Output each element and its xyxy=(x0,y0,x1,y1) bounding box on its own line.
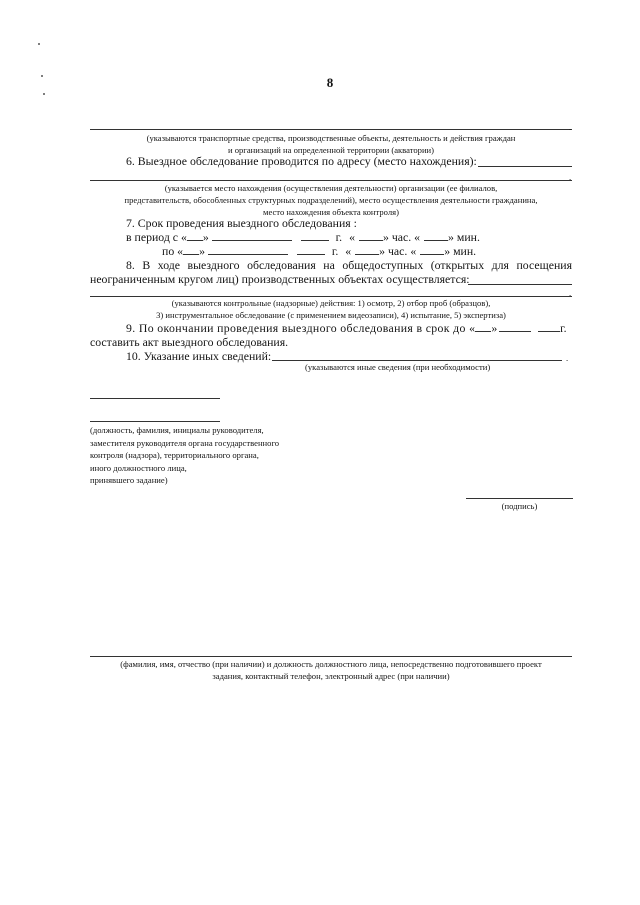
item10-hint: (указываются иные сведения (при необходимости) xyxy=(305,362,491,372)
signature-hint: (подпись) xyxy=(501,501,538,511)
item7-to-row: по « » г. « » час. « » мин. xyxy=(162,244,477,258)
from-month-field[interactable] xyxy=(212,230,292,241)
item6-text: 6. Выездное обследование проводится по адресу (место нахождения): xyxy=(126,154,477,168)
item9-line2: составить акт выездного обследования. xyxy=(90,335,289,349)
to-year-field[interactable] xyxy=(297,244,325,255)
item8-fill-line[interactable] xyxy=(468,284,572,285)
margin-speck xyxy=(41,75,43,77)
signatory-hint: (должность, фамилия, инициалы руководителя, заместителя руководителя органа государственного контроля (надзора), территориального органа, иного должностного лица, принявшего задание) xyxy=(90,425,280,486)
deadline-month-field[interactable] xyxy=(499,321,531,332)
deadline-day-field[interactable] xyxy=(475,321,491,332)
item5-hint: (указываются транспортные средства, производственные объекты, деятельность и действия граждан и организаций на определенной территории (акватории) xyxy=(146,133,516,155)
item7-title: 7. Срок проведения выездного обследования : xyxy=(126,216,357,230)
item10-text: 10. Указание иных сведений: xyxy=(126,349,272,363)
margin-speck xyxy=(38,43,40,45)
from-minute-field[interactable] xyxy=(424,230,448,241)
item5-fill-line xyxy=(90,129,572,130)
to-day-field[interactable] xyxy=(183,244,199,255)
item8-line1: 8. В ходе выездного обследования на общедоступных (открытых для посещения xyxy=(126,258,572,272)
preparer-hint: (фамилия, имя, отчество (при наличии) и должность должностного лица, непосредственно подготовившего проект задания, контактный телефон, электронный адрес (при наличии) xyxy=(120,659,542,681)
to-month-field[interactable] xyxy=(208,244,288,255)
from-day-field[interactable] xyxy=(187,230,203,241)
item7-from-row: в период с « » г. « » час. « » мин. xyxy=(126,230,480,244)
item8-line2: неограниченным кругом лиц) производственных объектах осуществляется: xyxy=(90,272,470,286)
to-hour-field[interactable] xyxy=(355,244,379,255)
item9-line1: 9. По окончании проведения выездного обследования в срок до « » г. xyxy=(126,321,567,335)
to-minute-field[interactable] xyxy=(420,244,444,255)
preparer-line[interactable] xyxy=(90,656,572,657)
from-year-field[interactable] xyxy=(301,230,329,241)
item6-fill-line[interactable] xyxy=(478,166,572,167)
item6-hint: (указывается место нахождения (осуществления деятельности) организации (ее филиалов, представительств, обособленных структурных подразделений), место осуществления деятельности гражданина, место нахождения объекта контроля) xyxy=(124,183,538,217)
item8-hint: (указываются контрольные (надзорные) действия: 1) осмотр, 2) отбор проб (образцов), 3) инструментальное обследование (с применением видеозаписи), 4) испытание, 5) экспертиза) xyxy=(156,298,506,320)
margin-speck xyxy=(43,93,45,95)
deadline-year-field[interactable] xyxy=(538,321,560,332)
signature-line[interactable] xyxy=(466,498,573,499)
from-hour-field[interactable] xyxy=(359,230,383,241)
signatory-line-1[interactable] xyxy=(90,398,220,399)
item6-fill-line-2[interactable] xyxy=(90,180,572,181)
signatory-line-2[interactable] xyxy=(90,421,220,422)
page-number: 8 xyxy=(326,75,334,90)
